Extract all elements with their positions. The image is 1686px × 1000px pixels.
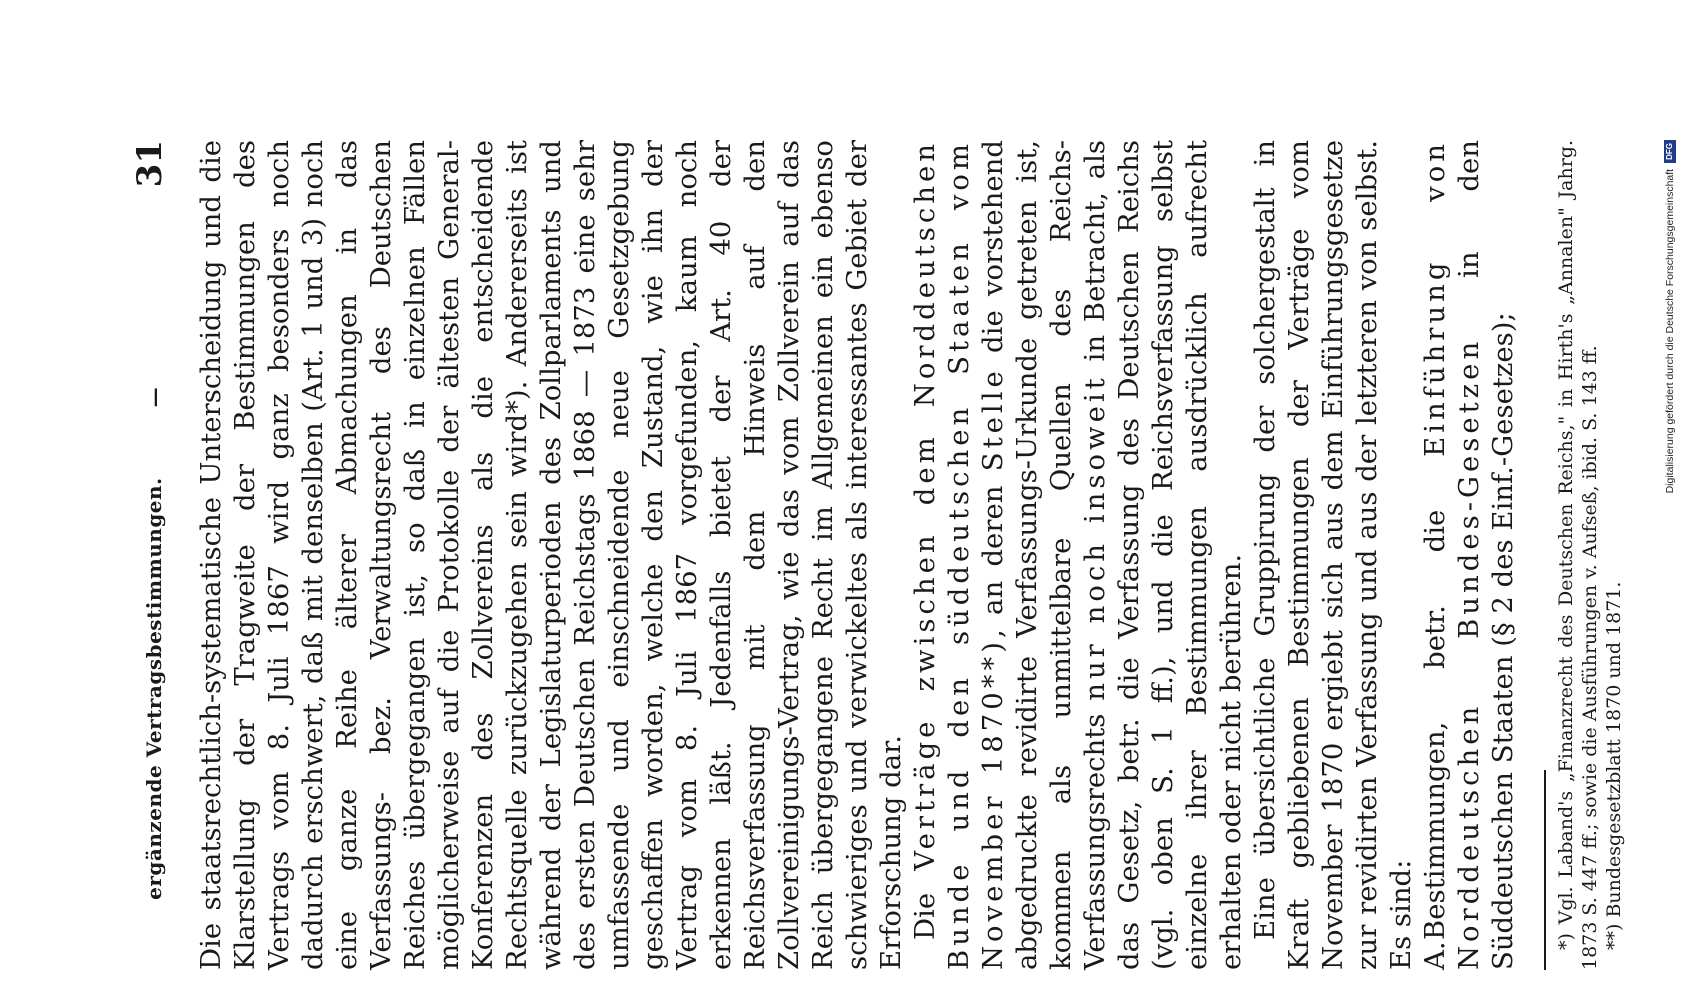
paragraph-2-emphasis-stelle: Stelle (977, 367, 1009, 472)
paragraph-3: Eine übersichtliche Gruppirung der solchergestalt in Kraft gebliebenen Bestimmungen der Verträge vom November 1870 ergiebt sich aus dem Einführungsgesetze zur revidirten Verfassung und aus der letzteren von selbst. Es sind: (1249, 140, 1417, 970)
body-text (194, 140, 1520, 970)
footnote-divider (1544, 770, 1546, 970)
list-item-a-letter: A. (1419, 941, 1451, 970)
list-item-a-text-2: in den Süddeutschen Staaten (§ 2 des Einf.-Gesetzes); (1453, 140, 1519, 970)
credit-text: Digitalisierung gefördert durch die Deutsche Forschungsgemeinschaft (1664, 168, 1676, 494)
paragraph-2-emphasis-insoweit: nur noch insoweit (1079, 374, 1111, 701)
digitization-credit (1660, 140, 1680, 580)
list-item-a-emphasis: Einführung von Norddeutschen Bundes-Gesetzen (1419, 140, 1485, 970)
list-item-a (1418, 140, 1520, 970)
paragraph-2-intro: Die (909, 870, 941, 940)
list-item-a-text-1: Bestimmungen, betr. die (1419, 456, 1451, 940)
paragraph-2 (908, 140, 1248, 970)
page-number: 31 (130, 140, 170, 188)
header-dash: — (142, 387, 166, 408)
paragraph-2-rest-1: die vorstehend abgedruckte revidirte Verfassungs-Urkunde getreten ist, kommen als unmittelbare Quellen des Reichs-Verfassungsrechts (977, 140, 1111, 970)
scanned-page (110, 100, 1625, 1000)
footnotes (1554, 140, 1626, 970)
dfg-logo-icon: DFG (1664, 140, 1676, 163)
paragraph-1: Die staatsrechtlich-systematische Unterscheidung und die Klarstellung der Tragweite der Bestimmungen des Vertrags vom 8. Juli 1867 wird ganz besonders noch dadurch erschwert, daß mit denselben (Art. 1 und 3) noch eine ganze Reihe älterer Abmachungen in das Verfassungs- bez. Verwaltungsrecht des Deutschen Reiches übergegangen ist, so daß in einzelnen Fällen möglicherweise auf die Protokolle der ältesten General-Konferenzen des Zollvereins als die entscheidende Rechtsquelle zurückzugehen sein wird*). Andererseits ist während der Legislaturperioden des Zollparlaments und des ersten Deutschen Reichstags 1868 — 1873 eine sehr umfassende und einschneidende neue Gesetzgebung geschaffen worden, welche den Zustand, wie ihn der Vertrag vom 8. Juli 1867 vorgefunden, kaum noch erkennen läßt. Jedenfalls bietet der Art. 40 der Reichsverfassung mit dem Hinweis auf den Zollvereinigungs-Vertrag, wie das vom Zollverein auf das Reich übergegangene Recht im Allgemeinen ein ebenso schwieriges und verwickeltes als interessantes Gebiet der Erforschung dar. (195, 140, 907, 970)
paragraph-2-mid: , an deren (977, 471, 1009, 638)
footnote-2: **) Bundesgesetzblatt 1870 und 1871. (1603, 581, 1625, 950)
paragraph-2-rest-2: in Betracht, als das Gesetz, betr. die Verfassung des Deutschen Reichs (vgl. oben S. 1 ff.), und die Reichsverfassung selbst einzelne ihrer Bestimmungen ausdrücklich aufrecht erhalten oder nicht berühren. (1079, 140, 1247, 970)
footnote-1: *) Vgl. Laband's „Finanzrecht des Deutschen Reichs," in Hirth's „Annalen" Jahrg. 1873 S. 447 ff.; sowie die Ausführungen v. Aufseß, ibid. S. 143 ff. (1555, 140, 1601, 970)
running-title: ergänzende Vertragsbestimmungen. (142, 477, 166, 900)
paragraph-2-emphasis-treaties: Verträge zwischen dem Norddeutschen Bunde und den süddeutschen Staaten vom November 1870**) (909, 140, 1009, 970)
page-header (130, 140, 190, 970)
